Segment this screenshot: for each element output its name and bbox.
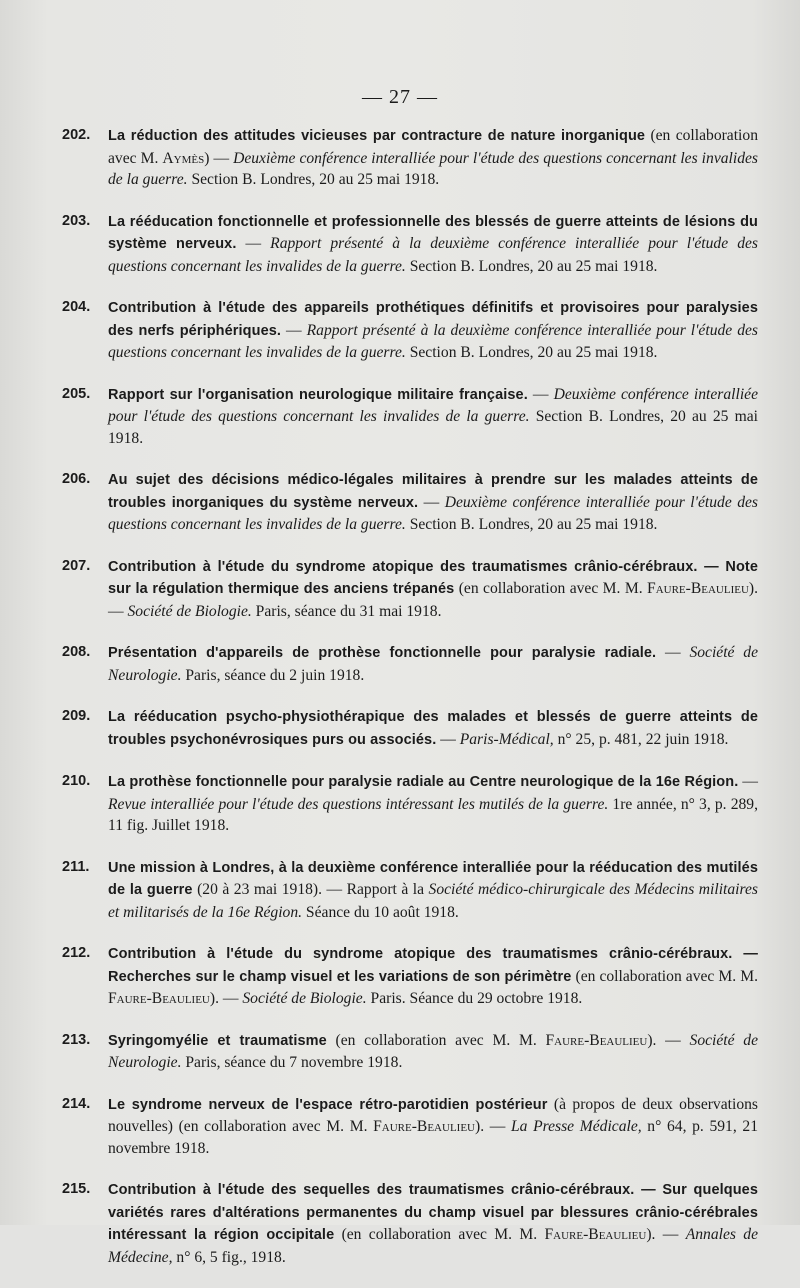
entry-details: Section B. Londres, 20 au 25 mai 1918. (108, 408, 758, 447)
entry-title: Contribution à l'étude des appareils prothétiques définitifs et provisoires pour paralysies des nerfs périphériques. (108, 300, 758, 339)
entry-number: 208. (62, 644, 91, 660)
entry-number: 203. (62, 212, 91, 229)
entry-author: Faure-Beaulieu (108, 990, 210, 1007)
entry-source: Rapport présenté à la deuxième conférence interalliée pour l'étude des questions concernant les invalides de la guerre. (108, 235, 758, 275)
entry-title: Syringomyélie et traumatisme (108, 1032, 327, 1049)
page-number: — 27 — (362, 86, 438, 108)
entry-number: 215. (62, 1181, 91, 1197)
entry-details: Section B. Londres, 20 au 25 mai 1918. (405, 344, 658, 361)
entry-author: Faure-Beaulieu (545, 1031, 648, 1049)
bibliography-entry (62, 556, 758, 623)
entry-number: 210. (62, 773, 91, 789)
bibliography-entry (62, 1179, 758, 1268)
entry-collab-text: (à propos de deux observations nouvelles) (en collaboration avec M. M. (108, 1095, 758, 1135)
entry-collab-text: — (236, 235, 271, 252)
entry-collab-text: (en collaboration avec M. M. (326, 1031, 546, 1049)
entry-collab-text: — (738, 773, 759, 790)
entry-author: Aymès (162, 149, 205, 167)
entry-number: 202. (62, 127, 91, 143)
bibliography-entry (62, 1094, 758, 1160)
bibliography-list (62, 125, 758, 1288)
entry-title: Contribution à l'étude des sequelles des traumatismes crânio-cérébraux. — Sur quelques variétés rares d'altérations permanentes du champ visuel par blessures crânio-cérébrales intéressant la région occipitale (108, 1182, 758, 1243)
entry-number: 205. (62, 385, 91, 402)
entry-author: Faure-Beaulieu (373, 1118, 475, 1135)
entry-source: Deuxième conférence interalliée pour l'étude des questions concernant les invalides de la guerre. (108, 149, 758, 188)
entry-title: La prothèse fonctionnelle pour paralysie radiale au Centre neurologique de la 16e Région. (108, 774, 739, 790)
entry-separator: ). — (108, 580, 758, 620)
entry-source: Deuxième conférence interalliée pour l'étude des questions concernant les invalides de la guerre. (108, 385, 758, 425)
entry-details: Section B. Londres, 20 au 25 mai 1918. (187, 171, 440, 188)
entry-source: Société médico-chirurgicale des Médecins militaires et militarisés de la 16e Région. (108, 881, 758, 921)
entry-details: Section B. Londres, 20 au 25 mai 1918. (405, 257, 658, 275)
entry-title: Rapport sur l'organisation neurologique militaire française. (108, 386, 528, 403)
bibliography-entry (62, 297, 758, 364)
entry-title: Contribution à l'étude du syndrome atopique des traumatismes crânio-cérébraux. — Recherches sur le champ visuel et les variations de son périmètre (108, 946, 758, 985)
entry-collab-text: — (436, 730, 460, 748)
entry-number: 212. (62, 945, 91, 961)
bibliography-entry (62, 384, 758, 450)
entry-details: Section B. Londres, 20 au 25 mai 1918. (405, 516, 658, 533)
entry-number: 206. (62, 471, 91, 487)
entry-details: n° 6, 5 fig., 1918. (172, 1248, 286, 1266)
entry-details: n° 64, p. 591, 21 novembre 1918. (108, 1118, 758, 1157)
entry-details: Paris, séance du 31 mai 1918. (251, 602, 442, 620)
entry-collab-text: (en collaboration avec M. (108, 127, 758, 167)
bibliography-entry (62, 125, 758, 191)
entry-details: Séance du 10 août 1918. (302, 903, 459, 921)
entry-collab-text: — (418, 493, 445, 511)
bibliography-entry (62, 211, 758, 278)
entry-author: Faure-Beaulieu (647, 580, 749, 597)
entry-details: Paris. Séance du 29 octobre 1918. (366, 990, 583, 1007)
entry-details: n° 25, p. 481, 22 juin 1918. (553, 730, 729, 748)
entry-separator: ). — (209, 990, 243, 1007)
entry-collab-text: (en collaboration avec M. M. (454, 580, 648, 597)
entry-collab-text: (en collaboration avec M. M. (571, 967, 758, 985)
entry-details: 1re année, n° 3, p. 289, 11 fig. Juillet 1918. (108, 795, 758, 834)
bibliography-entry (62, 642, 758, 686)
entry-number: 214. (62, 1095, 91, 1112)
entry-source: Annales de Médecine, (108, 1226, 759, 1266)
entry-title: La réduction des attitudes vicieuses par contracture de nature inorganique (108, 128, 646, 144)
entry-title: Le syndrome nerveux de l'espace rétro-parotidien postérieur (108, 1096, 548, 1113)
entry-source: Société de Neurologie. (108, 1031, 759, 1071)
bibliography-entry (62, 706, 758, 751)
entry-details: Paris, séance du 7 novembre 1918. (181, 1054, 403, 1071)
entry-title: Au sujet des décisions médico-légales militaires à prendre sur les malades atteints de troubles inorganiques du système nerveux. (108, 472, 758, 511)
entry-source: Société de Biologie. (127, 602, 252, 620)
entry-collab-text: (en collaboration avec M. M. (334, 1226, 545, 1243)
bibliography-entry (62, 943, 758, 1010)
entry-source: Société de Neurologie. (108, 644, 759, 684)
entry-collab-text: — (656, 644, 690, 661)
entry-title: Une mission à Londres, à la deuxième conférence interalliée pour la rééducation des mutilés de la guerre (108, 859, 758, 898)
entry-details: Paris, séance du 2 juin 1918. (181, 666, 365, 684)
entry-source: Deuxième conférence interalliée pour l'étude des questions concernant les invalides de la guerre. (108, 493, 758, 533)
entry-title: La rééducation psycho-physiothérapique des malades et blessés de guerre atteints de troubles psychonévrosiques purs ou associés. (108, 709, 758, 748)
entry-separator: ). — (647, 1031, 690, 1049)
entry-collab-text: — (281, 321, 307, 339)
entry-collab-text: (20 à 23 mai 1918). — Rapport à la (192, 881, 429, 898)
entry-source: Société de Biologie. (242, 990, 367, 1007)
bibliography-entry (62, 857, 758, 924)
entry-number: 213. (62, 1031, 91, 1048)
bibliography-entry (62, 1030, 758, 1074)
entry-source: Revue interalliée pour l'étude des questions intéressant les mutilés de la guerre. (108, 795, 609, 813)
entry-separator: ). — (475, 1118, 511, 1135)
entry-title: La rééducation fonctionnelle et professionnelle des blessés de guerre atteints de lésions du système nerveux. (108, 213, 758, 252)
entry-collab-text: — (527, 385, 554, 403)
entry-source: Rapport présenté à la deuxième conférence interalliée pour l'étude des questions concernant les invalides de la guerre. (108, 321, 758, 361)
entry-title: Contribution à l'étude du syndrome atopique des traumatismes crânio-cérébraux. — Note sur la régulation thermique des anciens trépanés (108, 558, 758, 597)
entry-title: Présentation d'appareils de prothèse fonctionnelle pour paralysie radiale. (108, 645, 657, 661)
entry-source: La Presse Médicale, (510, 1118, 642, 1135)
entry-separator: ) — (204, 149, 234, 167)
entry-source: Paris-Médical, (459, 730, 554, 748)
entry-number: 211. (62, 858, 90, 875)
entry-author: Faure-Beaulieu (544, 1226, 647, 1243)
entry-number: 207. (62, 557, 91, 574)
entry-number: 204. (62, 299, 91, 315)
bibliography-entry (62, 771, 758, 837)
entry-separator: ). — (646, 1226, 686, 1243)
bibliography-entry (62, 469, 758, 536)
entry-number: 209. (62, 708, 91, 724)
